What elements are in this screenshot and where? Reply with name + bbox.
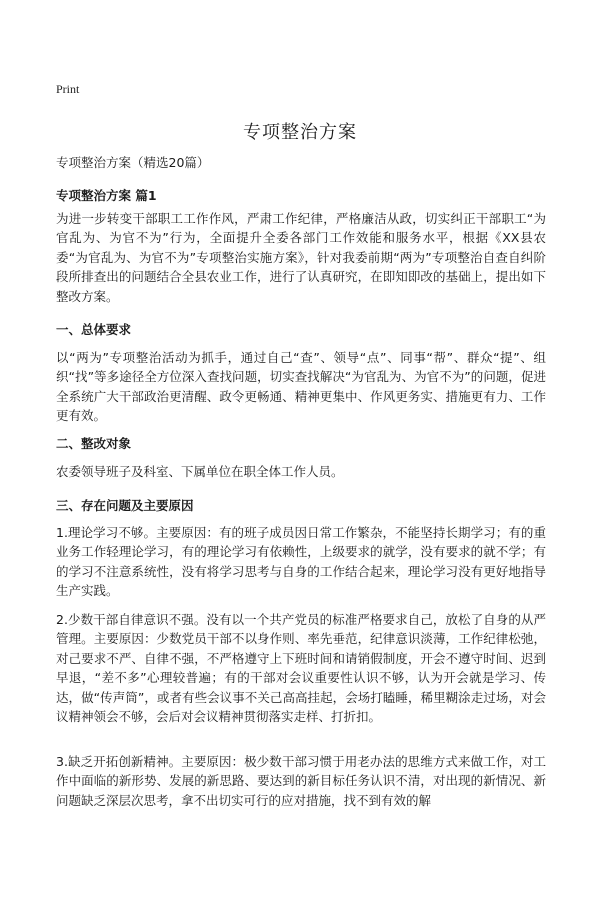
paragraph-general-requirements: 以“两为”专项整治活动为抓手，通过自己“查”、领导“点”、同事“帮”、群众“提”、组织“找”等多途径全方位深入查找问题，切实查找解决“为官乱为、为官不为”的问题，促进全系统广大干部政治更清醒、政令更畅通、精神更集中、作风更务实、措施更有力、工作更有效。 <box>56 350 546 424</box>
paragraph-rectification-targets: 农委领导班子及科室、下属单位在职全体工作人员。 <box>56 464 344 479</box>
print-link[interactable]: Print <box>56 82 80 96</box>
heading-general-requirements: 一、总体要求 <box>56 322 132 337</box>
intro-paragraph: 为进一步转变干部职工工作作风，严肃工作纪律，严格廉洁从政，切实纠正干部职工“为官乱为、为官不为”行为，全面提升全委各部门工作效能和服务水平，根据《XX县农委“为官乱为、为官不为”专项整治实施方案》，针对我委前期“两为”专项整治自查自纠阶段所排查出的问题结合全县农业工作，进行了认真研究，在即知即改的基础上，提出如下整改方案。 <box>56 211 546 304</box>
section-title: 专项整治方案 篇1 <box>56 188 157 203</box>
subtitle: 专项整治方案（精选20篇） <box>56 155 210 170</box>
page-title: 专项整治方案 <box>243 122 357 143</box>
paragraph-problem-3: 3.缺乏开拓创新精神。主要原因：极少数干部习惯于用老办法的思维方式来做工作，对工作中面临的新形势、发展的新思路、要达到的新目标任务认识不清，对出现的新情况、新问题缺乏深层次思考，拿不出切实可行的应对措施，找不到有效的解 <box>56 754 546 808</box>
heading-problems-causes: 三、存在问题及主要原因 <box>56 498 194 513</box>
paragraph-problem-2: 2.少数干部自律意识不强。没有以一个共产党员的标准严格要求自己，放松了自身的从严管理。主要原因：少数党员干部不以身作则、率先垂范，纪律意识淡薄，工作纪律松弛，对己要求不严、自律不强，不严格遵守上下班时间和请销假制度，开会不遵守时间、迟到早退，“差不多”心理较普遍；有的干部对会议重要性认识不够，认为开会就是学习、传达，做“传声筒”，或者有些会议事不关己高高挂起，会场打瞌睡，稀里糊涂走过场，对会议精神领会不够，会后对会议精神贯彻落实走样、打折扣。 <box>56 612 546 725</box>
paragraph-problem-1: 1.理论学习不够。主要原因：有的班子成员因日常工作繁杂，不能坚持长期学习；有的重业务工作轻理论学习，有的理论学习有依赖性，上级要求的就学，没有要求的就不学；有的学习不注意系统性，没有将学习思考与自身的工作结合起来，理论学习没有更好地指导生产实践。 <box>56 525 546 599</box>
heading-rectification-targets: 二、整改对象 <box>56 436 132 451</box>
